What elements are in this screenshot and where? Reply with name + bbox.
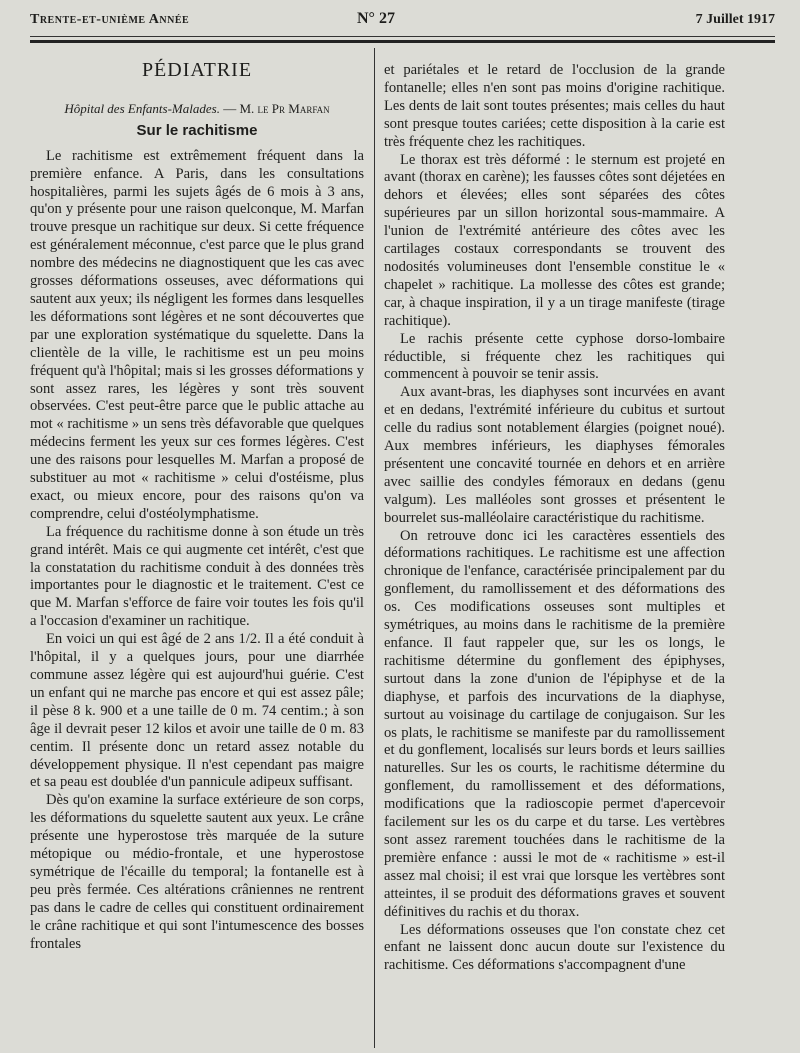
paragraph: Dès qu'on examine la surface extérieure de son corps, les déformations du squelette sautent aux yeux. Le crâne présente une hyperostose très marquée de la suture métopique ou médio-frontale, et une hyperostose symétrique de l'écaille du temporal; la fontanelle est à peu près fermée. Ces altérations crâniennes ne rentrent pas dans le cadre de celles qui constituent ordinairement le crâne rachitique et qui sont l'intumescence des bosses frontales [30,792,364,952]
paragraph: On retrouve donc ici les caractères essentiels des déformations rachitiques. Le rachitisme est une affection chronique de l'enfance, caractérisée principalement par du gonflement, du ramollissement et des déformations des os. Ces modifications osseuses sont multiples et symétriques, au moins dans le rachitisme de la première enfance. Il faut rappeler que, sur les os longs, le rachitisme détermine du gonflement des épiphyses, surtout dans la zone d'union de l'épiphyse et de la diaphyse, et parfois des incurvations de la diaphyse, surtout au voisinage du cartilage de conjugaison. Sur les os plats, le rachitisme se manifeste par du ramollissement et du gonflement, localisés sur leurs bords et leurs saillies naturelles. Sur les os courts, le rachitisme détermine du gonflement, du ramollissement et des déformations, modifications que la radioscopie permet d'apercevoir facilement sur les os du carpe et du tarse. Les vertèbres sont assez rarement touchées dans le rachitisme de la première enfance : aussi le mot de « rachitisme » est-il assez mal choisi; il est vrai que lorsque les vertèbres sont atteintes, il se produit des déformations graves et souvent définitives du rachis et du thorax. [384,527,725,920]
section-title: PÉDIATRIE [141,59,253,81]
header-rule-thin [30,36,775,37]
paragraph: Le rachitisme est extrêmement fréquent dans la première enfance. A Paris, dans les consultations hospitalières, parmi les sujets âgés de 6 mois à 3 ans, qu'on y présente pour une raison quelconque, M. Marfan trouve presque un rachitique sur deux. Si cette fréquence est généralement méconnue, c'est parce que le plus grand nombre des médecins ne diagnostiquent que les cas avec grosses déformations osseuses, avec déformations qui sautent aux yeux; ils négligent les formes dans lesquelles les déformations sont légères et ne sont découvertes que par une exploration systématique du squelette. Dans la clientèle de la ville, le rachitisme est un peu moins fréquent qu'à l'hôpital; mais si les grosses déformations y sont assez rares, les légères y sont très souvent observées. C'est peut-être parce que le public attache au mot « rachitisme » un sens très défavorable que quelques médecins ferment les yeux sur ces formes légères. C'est une des raisons pour lesquelles M. Marfan a proposé de substituer au mot « rachitisme » celui d'ostéisme, plus exact, ou mieux encore, pour des raisons qu'on va comprendre, celui d'ostéolymphatisme. [30,147,364,522]
paragraph: Le thorax est très déformé : le sternum est projeté en avant (thorax en carène); les fausses côtes sont déjetées en dehors et élevées; elles sont séparées des côtes supérieures par un sillon horizontal sous-mammaire. A l'union de l'extrémité antérieure des côtes avec les cartilages costaux correspondants se trouvent des nodosités volumineuses dont l'ensemble constitue le « chapelet » rachitique. La mollesse des côtes est grande; car, à chaque inspiration, il y a un tirage manifeste (tirage rachitique). [384,151,725,329]
header-issue-number: N° 27 [357,10,395,27]
header-rule-thick [30,40,775,43]
right-column [384,62,725,975]
byline-place: Hôpital des Enfants-Malades. [64,100,220,116]
paragraph: et pariétales et le retard de l'occlusion de la grande fontanelle; elles n'en sont pas moins d'origine rachitique. Les dents de lait sont toutes présentes; mais celles du haut sont presque toutes cariées; cette disposition à la carie est très fréquente chez les rachitiques. [384,62,725,150]
byline [30,100,364,118]
page-header [30,12,775,32]
byline-author: — M. le Pr Marfan [219,100,330,116]
paragraph: Aux avant-bras, les diaphyses sont incurvées en avant et en dedans, l'extrémité inférieure du cubitus et surtout celle du radius sont notablement élargies (poignet noué). Aux membres inférieurs, les diaphyses fémorales présentent une concavité tournée en dehors et en arrière avec saillie des condyles fémoraux en dedans (genu valgum). Les malléoles sont grosses et présentent le bourrelet sus-malléolaire caractéristique du rachitisme. [384,384,725,526]
article-title: Sur le rachitisme [136,121,258,139]
column-divider [374,48,375,1048]
paragraph: En voici un qui est âgé de 2 ans 1/2. Il a été conduit à l'hôpital, il y a quelques jours, pour une diarrhée commune assez légère qui est aujourd'hui guérie. C'est un enfant qui ne marche pas encore et qui est assez pâle; il pèse 8 k. 900 et a une taille de 0 m. 74 centim.; à son âge il devrait peser 12 kilos et avoir une taille de 0 m. 83 centim. Il présente donc un retard assez notable du développement physique. Il n'est cependant pas maigre et sa peau est doublée d'un pannicule adipeux suffisant. [30,631,364,791]
paragraph: La fréquence du rachitisme donne à son étude un très grand intérêt. Mais ce qui augmente cet intérêt, c'est que la constatation du rachitisme conduit à des données très importantes pour le diagnostic et le traitement. C'est ce que M. Marfan s'efforce de faire voir toutes les fois qu'il a l'occasion d'examiner un rachitique. [30,523,364,630]
paragraph: Le rachis présente cette cyphose dorso-lombaire réductible, si fréquente chez les rachitiques qui commencent à pouvoir se tenir assis. [384,330,725,383]
left-column [30,56,364,954]
header-volume: Trente-et-unième Année [30,12,190,27]
paragraph: Les déformations osseuses que l'on constate chez cet enfant ne laissent donc aucun doute sur l'existence du rachitisme. Ces déformations s'accompagnent d'une [384,921,725,974]
header-date: 7 Juillet 1917 [695,12,775,27]
